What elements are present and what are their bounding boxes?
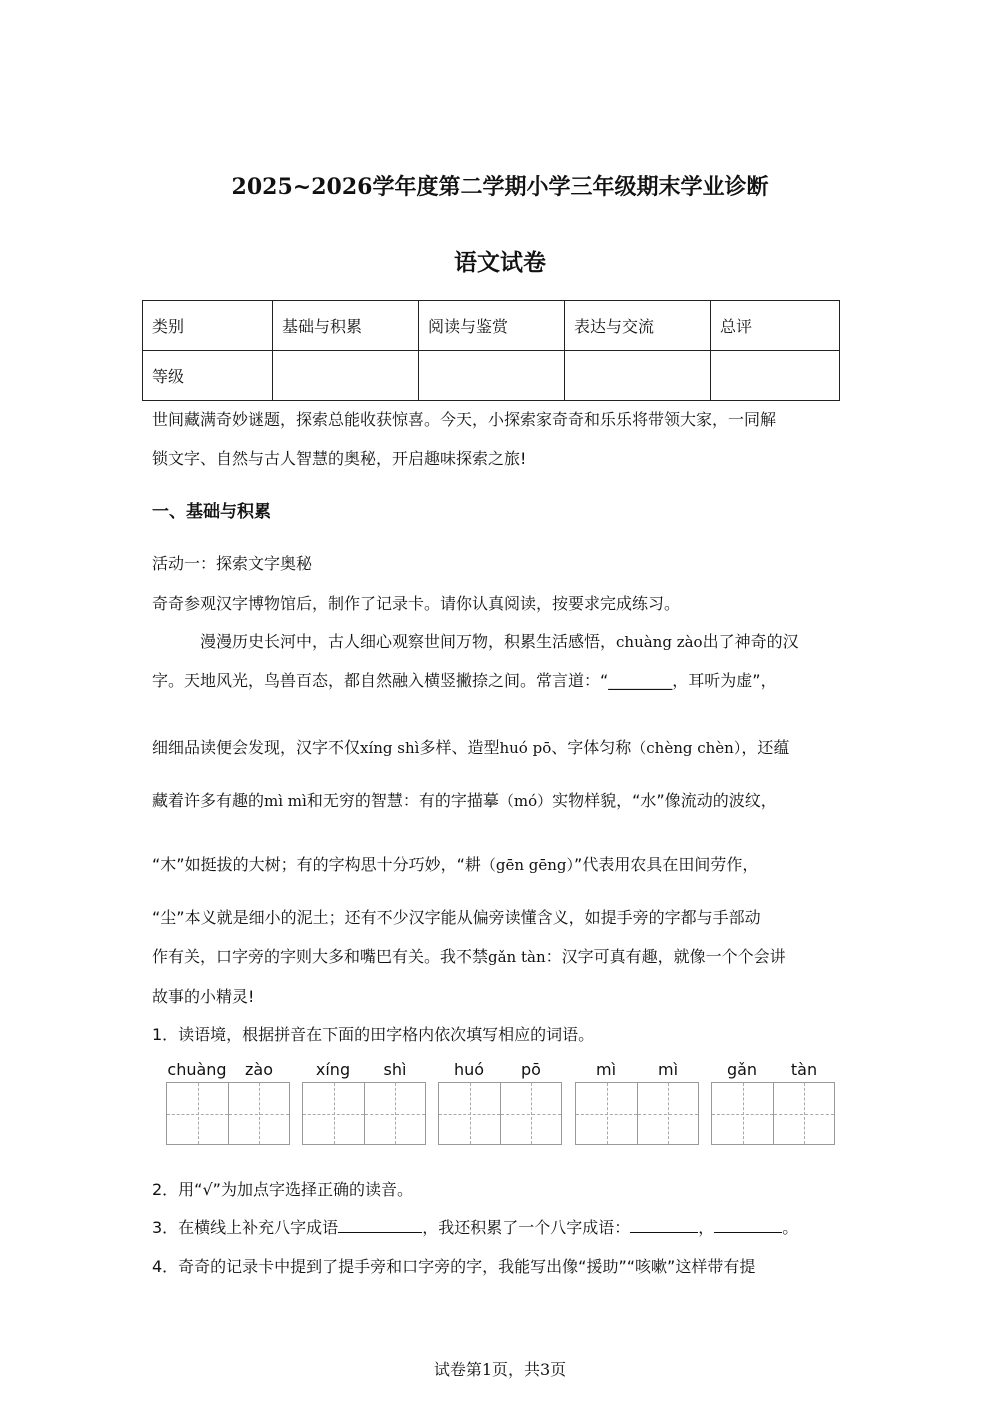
grade-input-cell[interactable]	[711, 351, 840, 401]
passage-text: 作有关，口字旁的字则大多和嘴巴有关。我不禁	[152, 947, 489, 966]
grade-table	[142, 300, 840, 401]
passage-line-8: 故事的小精灵!	[152, 987, 255, 1006]
passage-text: ，耳听为虚”，	[672, 671, 777, 690]
tianzige-cell[interactable]	[303, 1083, 364, 1144]
grid-pinyin: chuàng	[167, 1060, 227, 1079]
passage-text: 出了神奇的汉	[702, 632, 799, 651]
grid-pinyin: huó	[453, 1060, 485, 1079]
tianzige-group-chuangzao	[166, 1060, 290, 1145]
idiom-answer-blank-2[interactable]	[714, 1216, 782, 1233]
grid-pinyin: xíng	[315, 1060, 351, 1079]
grid-pinyin: pō	[521, 1060, 541, 1079]
tianzige-cell[interactable]	[773, 1083, 834, 1144]
tianzige-cell[interactable]	[712, 1083, 773, 1144]
header-cell-foundation: 基础与积累	[273, 301, 419, 351]
passage-line-1	[200, 629, 799, 652]
question-4: 4．奇奇的记录卡中提到了提手旁和口字旁的字，我能写出像“援助”“咳嗽”这样带有提	[152, 1257, 756, 1276]
pinyin-choice-chen[interactable]: （chèng chèn）	[631, 739, 742, 757]
passage-line-7	[152, 944, 786, 967]
pinyin-huopo: huó pō	[499, 739, 552, 757]
tianzige-cell[interactable]	[439, 1083, 500, 1144]
question-text: ，我还积累了一个八字成语：	[422, 1218, 631, 1237]
row-label-level: 等级	[143, 351, 273, 401]
tianzige-group-mimi	[575, 1060, 699, 1145]
passage-line-4	[152, 788, 777, 811]
grid-pinyin: mì	[657, 1060, 679, 1079]
passage-text: 多样、造型	[419, 738, 500, 757]
tianzige-cell[interactable]	[500, 1083, 561, 1144]
grade-input-cell[interactable]	[419, 351, 565, 401]
passage-text: 字。天地风光，鸟兽百态，都自然融入横竖撇捺之间。常言道：“	[152, 671, 609, 690]
tianzige-cell[interactable]	[364, 1083, 425, 1144]
question-1: 1．读语境，根据拼音在下面的田字格内依次填写相应的词语。	[152, 1025, 595, 1044]
passage-line-5	[152, 852, 758, 875]
grade-input-cell[interactable]	[273, 351, 419, 401]
grade-table-level-row	[143, 351, 840, 401]
passage-line-6: “尘”本义就是细小的泥土；还有不少汉字能从偏旁读懂含义，如提手旁的字都与手部动	[152, 908, 761, 927]
pinyin-choice-geng[interactable]: （gēn gēng）	[480, 856, 575, 874]
idiom-answer-blank[interactable]	[338, 1216, 422, 1233]
passage-text: “木”如挺拔的大树；有的字构思十分巧妙，“耕	[152, 855, 481, 874]
question-text: 3．在横线上补充八字成语	[152, 1218, 339, 1237]
intro-line-1: 世间藏满奇妙谜题，探索总能收获惊喜。今天，小探索家奇奇和乐乐将带领大家，一同解	[152, 410, 777, 429]
tianzige-group-huopo	[438, 1060, 562, 1145]
grid-pinyin: zào	[245, 1060, 273, 1079]
grade-input-cell[interactable]	[565, 351, 711, 401]
header-cell-category: 类别	[143, 301, 273, 351]
grid-pinyin: mì	[595, 1060, 617, 1079]
activity-description: 奇奇参观汉字博物馆后，制作了记录卡。请你认真阅读，按要求完成练习。	[152, 594, 681, 613]
header-cell-expression: 表达与交流	[565, 301, 711, 351]
passage-text: 细细品读便会发现，汉字不仅	[152, 738, 361, 757]
passage-line-2	[152, 668, 777, 691]
passage-text: 实物样貌，“水”像流动的波纹，	[552, 791, 777, 810]
header-cell-reading: 阅读与鉴赏	[419, 301, 565, 351]
question-2: 2．用“√”为加点字选择正确的读音。	[152, 1180, 413, 1199]
passage-text: ：汉字可真有趣，就像一个个会讲	[545, 947, 786, 966]
question-text: 。	[782, 1218, 799, 1237]
passage-line-3	[152, 735, 789, 758]
tianzige-cell[interactable]	[228, 1083, 289, 1144]
idiom-blank[interactable]: ________	[608, 671, 673, 690]
pinyin-xingshi: xíng shì	[360, 739, 420, 757]
passage-text: ”代表用农具在田间劳作，	[574, 855, 759, 874]
pinyin-mimi: mì mì	[264, 792, 307, 810]
pinyin-mo: （mó）	[498, 792, 553, 810]
header-cell-overall: 总评	[711, 301, 840, 351]
intro-line-2: 锁文字、自然与古人智慧的奥秘，开启趣味探索之旅!	[152, 449, 527, 468]
passage-text: 和无穷的智慧：有的字描摹	[306, 791, 499, 810]
tianzige-cell[interactable]	[167, 1083, 228, 1144]
pinyin-gantan: gǎn tàn	[488, 948, 546, 966]
passage-text: 藏着许多有趣的	[152, 791, 265, 810]
section-heading: 一、基础与积累	[152, 502, 271, 522]
exam-title: 2025~2026学年度第二学期小学三年级期末学业诊断	[231, 174, 769, 200]
page-footer: 试卷第1页，共3页	[433, 1360, 567, 1379]
grid-pinyin: shì	[383, 1060, 407, 1079]
grid-pinyin: gǎn	[726, 1060, 758, 1079]
idiom-answer-blank-1[interactable]	[630, 1216, 698, 1233]
passage-text: 漫漫历史长河中，古人细心观察世间万物，积累生活感悟，	[200, 632, 617, 651]
tianzige-group-gantan	[711, 1060, 835, 1145]
passage-text: ，还蕴	[741, 738, 790, 757]
tianzige-cell[interactable]	[637, 1083, 698, 1144]
tianzige-cell[interactable]	[576, 1083, 637, 1144]
question-3	[152, 1215, 798, 1238]
activity-title: 活动一：探索文字奥秘	[152, 554, 313, 573]
question-text: ，	[698, 1218, 715, 1237]
passage-text: 、字体匀称	[551, 738, 632, 757]
grade-table-header-row	[143, 301, 840, 351]
pinyin-chuangzao: chuàng zào	[616, 633, 703, 651]
grid-pinyin: tàn	[790, 1060, 818, 1079]
tianzige-group-xingshi	[302, 1060, 426, 1145]
exam-subtitle: 语文试卷	[454, 250, 546, 276]
